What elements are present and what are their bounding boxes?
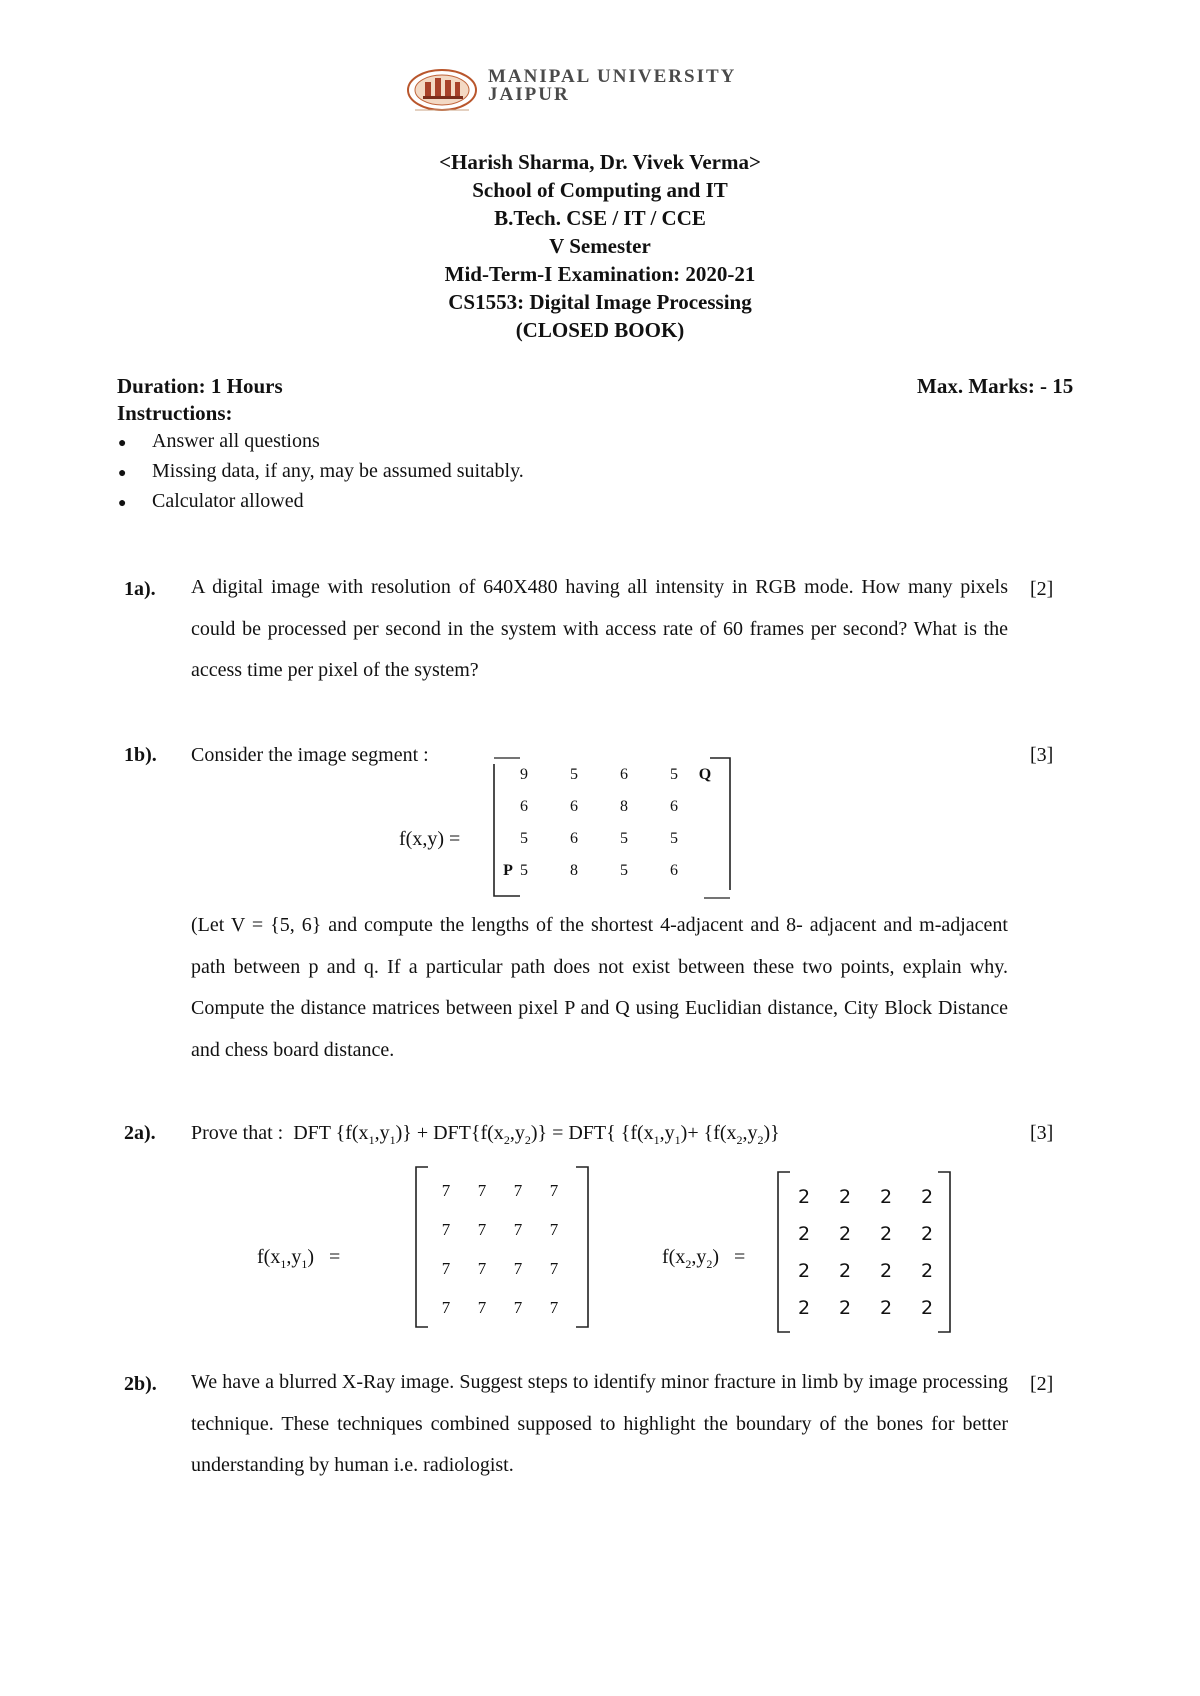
- instruction-text: Calculator allowed: [152, 490, 304, 512]
- function-2-label: $f(x_2,y_2)$ =: [662, 1246, 746, 1271]
- max-marks: Max. Marks: - 15: [917, 374, 1074, 398]
- matrix-cell: 5: [520, 862, 528, 879]
- instruction-text: Answer all questions: [152, 430, 320, 452]
- question-marks: [3]: [1030, 1122, 1054, 1144]
- prove-label: Prove that :: [191, 1122, 284, 1144]
- matrix-cell: 2: [920, 1260, 934, 1282]
- matrix-f2: [776, 1170, 952, 1334]
- matrix-cell: 2: [797, 1186, 811, 1208]
- semester-line: V Semester: [549, 234, 651, 258]
- course-line: CS1553: Digital Image Processing: [448, 290, 752, 314]
- matrix-cell: 2: [879, 1260, 893, 1282]
- matrix-cell: 2: [797, 1297, 811, 1319]
- matrix-cell: 9: [520, 766, 528, 783]
- matrix-cell: 7: [513, 1220, 523, 1239]
- matrix-cell: 5: [620, 862, 628, 879]
- matrix-cell: 2: [879, 1297, 893, 1319]
- matrix-cell: 7: [549, 1181, 559, 1200]
- matrix-cell: 2: [879, 1223, 893, 1245]
- matrix-cell: 6: [570, 798, 578, 815]
- matrix-cell: 2: [797, 1260, 811, 1282]
- university-logo: [405, 66, 479, 116]
- authors-line: <Harish Sharma, Dr. Vivek Verma>: [439, 150, 761, 174]
- matrix-cell: 5: [520, 830, 528, 847]
- university-name-line1: MANIPAL UNIVERSITY: [488, 66, 737, 87]
- prove-statement: [191, 1122, 780, 1148]
- question-marks: [3]: [1030, 744, 1054, 766]
- matrix-cell: 2: [838, 1223, 852, 1245]
- matrix-cell: 5: [670, 766, 678, 783]
- university-name: [488, 68, 736, 104]
- question-text: We have a blurred X-Ray image. Suggest steps to identify minor fracture in limb by image processing technique. These techniques combined supposed to highlight the boundary of the bones for better understanding by human i.e. radiologist.: [191, 1371, 1008, 1476]
- matrix-cell: 7: [513, 1298, 523, 1317]
- duration: Duration: 1 Hours: [117, 374, 283, 398]
- matrix-cell: 7: [513, 1181, 523, 1200]
- bullet-icon: ●: [118, 436, 127, 451]
- matrix-cell: 2: [920, 1297, 934, 1319]
- school-line: School of Computing and IT: [472, 178, 728, 202]
- question-label: 1a).: [124, 578, 156, 600]
- university-name-line2: JAIPUR: [488, 84, 570, 105]
- matrix-cell: 7: [441, 1220, 451, 1239]
- bullet-icon: ●: [118, 496, 127, 511]
- closed-book-line: (CLOSED BOOK): [515, 318, 685, 342]
- question-label: 2a).: [124, 1122, 156, 1144]
- question-marks: [2]: [1030, 1373, 1054, 1395]
- matrix-cell: 7: [441, 1181, 451, 1200]
- matrix-cell: 5: [670, 830, 678, 847]
- question-label: 2b).: [124, 1373, 157, 1395]
- matrix-cell: 6: [620, 766, 628, 783]
- matrix-cell: 5: [620, 830, 628, 847]
- matrix-cell: 2: [879, 1186, 893, 1208]
- matrix-cell: 5: [570, 766, 578, 783]
- instruction-text: Missing data, if any, may be assumed suitably.: [152, 460, 524, 482]
- question-label: 1b).: [124, 744, 157, 766]
- matrix-cell: 7: [513, 1259, 523, 1278]
- matrix-cell: 2: [797, 1223, 811, 1245]
- matrix-cell: 2: [838, 1186, 852, 1208]
- matrix-cell: 7: [477, 1259, 487, 1278]
- matrix-cell: 2: [920, 1186, 934, 1208]
- matrix-cell: 2: [838, 1297, 852, 1319]
- question-marks: [2]: [1030, 578, 1054, 600]
- question-intro: Consider the image segment :: [191, 744, 429, 766]
- matrix-cell: 8: [570, 862, 578, 879]
- matrix-cell: 6: [520, 798, 528, 815]
- bullet-icon: ●: [118, 466, 127, 481]
- matrix-cell: 7: [477, 1181, 487, 1200]
- logo-emblem-icon: [405, 66, 479, 116]
- function-1-label: $f(x_1,y_1)$ =: [257, 1246, 341, 1271]
- program-line: B.Tech. CSE / IT / CCE: [494, 206, 706, 230]
- point-q-label: Q: [698, 766, 712, 783]
- matrix-cell: 7: [477, 1298, 487, 1317]
- matrix-cell: 6: [670, 798, 678, 815]
- matrix-cell: 2: [838, 1260, 852, 1282]
- function-label: f(x,y) =: [399, 828, 461, 850]
- matrix-f1: [414, 1165, 590, 1329]
- question-text: (Let V = {5, 6} and compute the lengths of the shortest 4-adjacent and 8- adjacent and m-adjacent path between p and q. If a particular path does not exist between these two points, explain why. Compute the distance matrices between pixel P and Q using Euclidian distance, City Block Distance and chess board distance.: [191, 914, 1008, 1061]
- exam-line: Mid-Term-I Examination: 2020-21: [444, 262, 756, 286]
- point-p-label: P: [503, 862, 513, 879]
- question-text: A digital image with resolution of 640X480 having all intensity in RGB mode. How many pixels could be processed per second in the system with access rate of 60 frames per second? What is the access time per pixel of the system?: [191, 576, 1008, 681]
- instructions-title: Instructions:: [117, 401, 233, 425]
- matrix-cell: 6: [570, 830, 578, 847]
- matrix-cell: 7: [549, 1298, 559, 1317]
- image-segment-matrix: [492, 756, 732, 900]
- matrix-cell: 7: [477, 1220, 487, 1239]
- matrix-cell: 7: [549, 1259, 559, 1278]
- matrix-cell: 2: [920, 1223, 934, 1245]
- dft-equation: DFT $\{f(x_1,y_1)\} + DFT\{f(x_2,y_2)\} = DFT${ {$f(x_1,y_1)+ \{f(x_2,y_2)\}$: [293, 1122, 780, 1147]
- matrix-cell: 8: [620, 798, 628, 815]
- matrix-cell: 6: [670, 862, 678, 879]
- matrix-cell: 7: [441, 1298, 451, 1317]
- matrix-cell: 7: [549, 1220, 559, 1239]
- matrix-cell: 7: [441, 1259, 451, 1278]
